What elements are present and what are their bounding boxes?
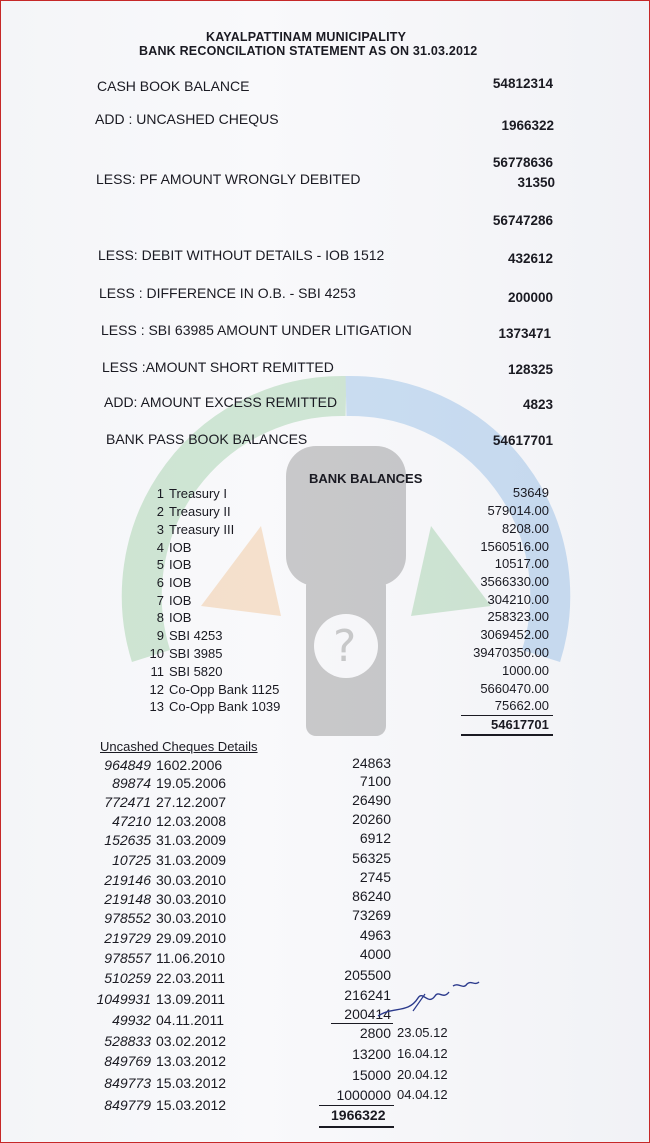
cheque-number: 49932 — [112, 1012, 151, 1028]
cheque-amount: 56325 — [352, 850, 391, 866]
bank-row: 9 SBI 4253 — [156, 628, 223, 643]
cheque-date: 30.03.2010 — [156, 891, 227, 907]
statement-label: ADD : UNCASHED CHEQUS — [95, 111, 279, 127]
bank-row: 3 Treasury III — [156, 522, 235, 537]
cheque-amount: 4963 — [359, 927, 391, 943]
bank-balances-heading: BANK BALANCES — [309, 471, 423, 486]
uncashed-total: 1966322 — [331, 1107, 386, 1123]
cheque-number: 219146 — [104, 872, 151, 888]
cheque-date: 27.12.2007 — [156, 794, 227, 810]
cheque-amount: 24863 — [352, 755, 391, 771]
statement-amount: 54812314 — [492, 76, 553, 91]
document-subtitle: BANK RECONCILATION STATEMENT AS ON 31.03.2012 — [139, 44, 478, 58]
cheque-amount: 200414 — [344, 1006, 391, 1022]
cheque-amount: 86240 — [352, 888, 391, 904]
bank-amount: 39470350.00 — [473, 645, 549, 660]
cheque-date: 11.06.2010 — [156, 950, 226, 966]
bank-row: 4 IOB — [156, 540, 192, 555]
cheque-amount: 20260 — [352, 811, 391, 827]
cheque-date: 04.11.2011 — [156, 1012, 224, 1028]
bank-amount: 10517.00 — [494, 556, 549, 571]
cheque-date: 30.03.2010 — [156, 872, 227, 888]
cheque-amount: 2800 — [359, 1025, 391, 1041]
bank-amount: 75662.00 — [494, 698, 549, 713]
statement-label: BANK PASS BOOK BALANCES — [106, 431, 308, 447]
signature — [373, 976, 483, 1026]
statement-amount: 200000 — [507, 290, 553, 305]
bank-row: 8 IOB — [156, 610, 192, 625]
grand-total-double-rule — [319, 1126, 394, 1128]
bank-row: 13 Co-Opp Bank 1039 — [149, 699, 281, 714]
cheque-date: 30.03.2010 — [156, 910, 227, 926]
cheque-date: 12.03.2008 — [156, 813, 227, 829]
total-rule — [461, 715, 553, 716]
cheque-number: 849779 — [104, 1097, 151, 1113]
statement-amount: 1373471 — [498, 326, 551, 341]
uncashed-heading: Uncashed Cheques Details — [100, 739, 258, 754]
bank-row: 6 IOB — [156, 575, 192, 590]
cheque-amount: 26490 — [352, 792, 391, 808]
cheque-date: 15.03.2012 — [156, 1097, 227, 1113]
svg-text:?: ? — [333, 621, 357, 672]
statement-label: LESS: DEBIT WITHOUT DETAILS - IOB 1512 — [98, 247, 385, 263]
cheque-cleared-date: 04.04.12 — [397, 1087, 448, 1102]
cheque-number: 47210 — [112, 813, 151, 829]
grand-total-rule — [319, 1105, 394, 1106]
cheque-date: 03.02.2012 — [156, 1033, 227, 1049]
cheque-cleared-date: 16.04.12 — [397, 1046, 448, 1061]
bank-amount: 53649 — [512, 485, 549, 500]
bank-amount: 3566330.00 — [480, 574, 549, 589]
cheque-date: 13.03.2012 — [156, 1053, 227, 1069]
cheque-date: 1602.2006 — [156, 757, 223, 773]
cheque-number: 849773 — [104, 1075, 151, 1091]
statement-label: LESS : SBI 63985 AMOUNT UNDER LITIGATION — [101, 322, 412, 338]
cheque-cleared-date: 23.05.12 — [397, 1025, 448, 1040]
cheque-amount: 2745 — [359, 869, 391, 885]
cheque-date: 13.09.2011 — [156, 991, 226, 1007]
bank-amount: 8208.00 — [502, 521, 549, 536]
bank-amount: 5660470.00 — [480, 681, 549, 696]
bank-amount: 1560516.00 — [480, 539, 549, 554]
total-double-rule — [461, 734, 553, 736]
bank-balances-total: 54617701 — [491, 717, 549, 732]
cheque-date: 19.05.2006 — [156, 775, 227, 791]
document-title: KAYALPATTINAM MUNICIPALITY — [206, 30, 407, 44]
cheque-number: 510259 — [104, 970, 151, 986]
statement-amount: 4823 — [522, 397, 553, 412]
cheque-number: 964849 — [104, 757, 151, 773]
cheque-number: 978552 — [104, 910, 151, 926]
cheque-amount: 6912 — [359, 830, 391, 846]
cheque-number: 89874 — [112, 775, 151, 791]
statement-label: LESS :AMOUNT SHORT REMITTED — [102, 359, 334, 375]
statement-amount: 56747286 — [492, 213, 553, 228]
statement-amount: 54617701 — [492, 433, 553, 448]
cheque-number: 528833 — [104, 1033, 151, 1049]
bank-row: 5 IOB — [156, 557, 192, 572]
cheque-amount: 4000 — [359, 946, 391, 962]
cheque-amount: 205500 — [344, 967, 391, 983]
cheque-number: 10725 — [112, 852, 151, 868]
statement-label: CASH BOOK BALANCE — [97, 78, 250, 94]
cheque-number: 978557 — [104, 950, 151, 966]
cheque-date: 15.03.2012 — [156, 1075, 227, 1091]
cheque-number: 849769 — [104, 1053, 151, 1069]
cheque-amount: 13200 — [352, 1046, 391, 1062]
statement-label: LESS: PF AMOUNT WRONGLY DEBITED — [96, 171, 361, 187]
statement-amount: 128325 — [507, 362, 553, 377]
statement-amount: 432612 — [507, 251, 553, 266]
cheque-date: 31.03.2009 — [156, 852, 227, 868]
bank-amount: 1000.00 — [502, 663, 549, 678]
cheque-number: 219148 — [104, 891, 151, 907]
cheque-amount: 7100 — [359, 773, 391, 789]
cheque-amount: 1000000 — [336, 1087, 391, 1103]
statement-amount: 31350 — [517, 175, 555, 190]
statement-amount: 56778636 — [492, 155, 553, 170]
cheque-amount: 73269 — [352, 907, 391, 923]
cheque-cleared-date: 20.04.12 — [397, 1067, 448, 1082]
bank-amount: 304210.00 — [487, 592, 549, 607]
bank-row: 12 Co-Opp Bank 1125 — [149, 682, 280, 697]
bank-row: 10 SBI 3985 — [149, 646, 223, 661]
cheque-amount: 15000 — [352, 1067, 391, 1083]
statement-label: ADD: AMOUNT EXCESS REMITTED — [104, 394, 338, 410]
cheque-date: 31.03.2009 — [156, 832, 227, 848]
bank-row: 7 IOB — [156, 593, 192, 608]
bank-amount: 579014.00 — [487, 503, 549, 518]
cheque-amount: 216241 — [344, 987, 391, 1003]
cheque-date: 29.09.2010 — [156, 930, 227, 946]
cheque-date: 22.03.2011 — [156, 970, 226, 986]
statement-amount: 1966322 — [501, 118, 554, 133]
cheque-number: 772471 — [104, 794, 151, 810]
cheque-number: 1049931 — [96, 991, 151, 1007]
bank-amount: 258323.00 — [487, 609, 549, 624]
bank-row: 11 SBI 5820 — [150, 664, 223, 679]
bank-row: 1 Treasury I — [156, 486, 228, 501]
bank-amount: 3069452.00 — [480, 627, 549, 642]
cheque-number: 152635 — [104, 832, 151, 848]
statement-label: LESS : DIFFERENCE IN O.B. - SBI 4253 — [99, 285, 356, 301]
cheque-number: 219729 — [104, 930, 151, 946]
bank-row: 2 Treasury II — [156, 504, 231, 519]
